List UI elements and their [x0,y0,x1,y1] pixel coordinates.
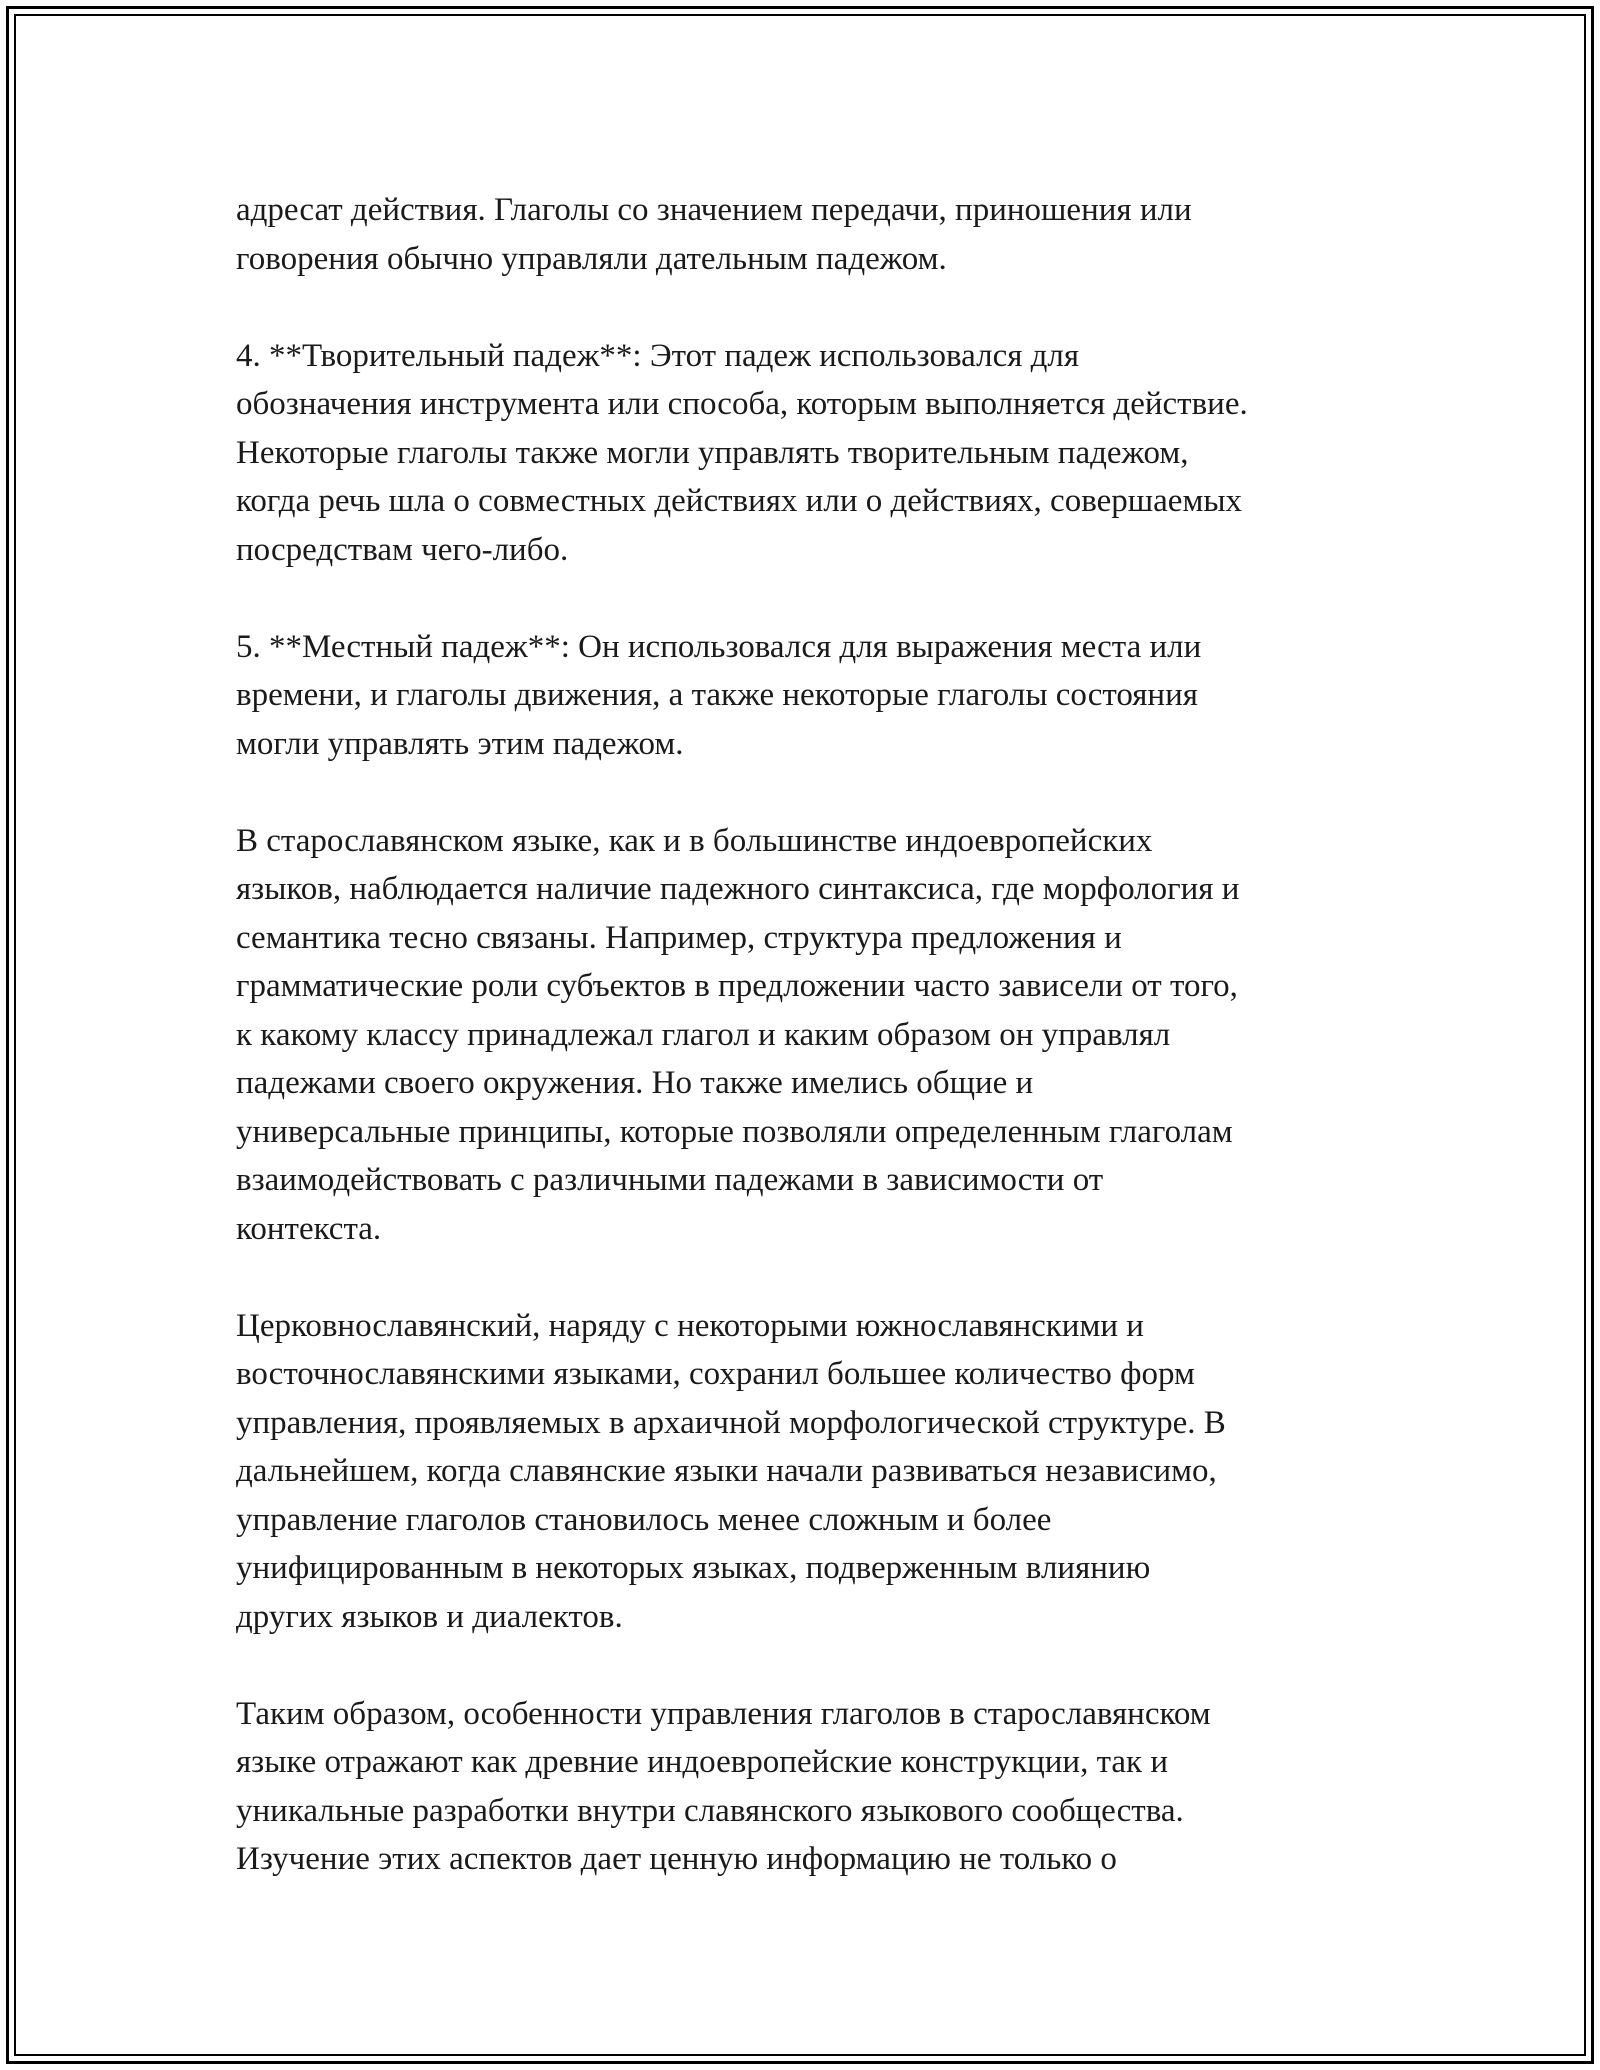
paragraph-conclusion [236,1690,1376,1884]
text-line: грамматические роли субъектов в предложении часто зависели от того, [236,968,1238,1004]
text-line: посредствам чего-либо. [236,531,569,568]
text-line: языке отражают как древние индоевропейские конструкции, так и [236,1744,1168,1780]
text-line: когда речь шла о совместных действиях или о действиях, совершаемых [236,483,1243,519]
text-line: языков, наблюдается наличие падежного синтаксиса, где морфология и [236,871,1240,907]
text-line: В старославянском языке, как и в большинстве индоевропейских [236,822,1153,859]
text-line: дальнейшем, когда славянские языки начали развиваться независимо, [236,1453,1217,1489]
text-line: уникальные разработки внутри славянского языкового сообщества. [236,1792,1184,1829]
text-line: других языков и диалектов. [236,1598,623,1635]
text-line: Изучение этих аспектов дает ценную информацию не только о [236,1841,1117,1877]
paragraph-case-syntax [236,817,1376,1254]
text-line: могли управлять этим падежом. [236,725,684,762]
text-line: управление глаголов становилось менее сложным и более [236,1501,1052,1538]
text-line: Церковнославянский, наряду с некоторыми южнославянскими и [236,1307,1144,1344]
text-line: унифицированным в некоторых языках, подверженным влиянию [236,1550,1151,1586]
text-line: 5. **Местный падеж**: Он использовался для выражения места или [236,628,1202,665]
text-line: говорения обычно управляли дательным падежом. [236,240,947,277]
text-line: времени, и глаголы движения, а также некоторые глаголы состояния [236,677,1198,713]
text-line: универсальные принципы, которые позволяли определенным глаголам [236,1113,1233,1150]
text-line: взаимодействовать с различными падежами в зависимости от [236,1162,1104,1198]
text-line: семантика тесно связаны. Например, структура предложения и [236,919,1122,956]
text-line: управления, проявляемых в архаичной морфологической структуре. В [236,1404,1226,1441]
paragraph-instrumental-case [236,332,1376,575]
text-line: Некоторые глаголы также могли управлять творительным падежом, [236,434,1189,471]
text-line: 4. **Творительный падеж**: Этот падеж использовался для [236,337,1080,374]
text-line: контекста. [236,1210,382,1247]
paragraph-dative-continuation [236,186,1376,283]
text-line: падежами своего окружения. Но также имелись общие и [236,1065,1034,1101]
document-body [236,186,1376,1932]
paragraph-church-slavonic [236,1302,1376,1642]
text-line: к какому классу принадлежал глагол и каким образом он управлял [236,1016,1171,1053]
text-line: восточнославянскими языками, сохранил большее количество форм [236,1356,1195,1392]
paragraph-locative-case [236,623,1376,769]
text-line: обозначения инструмента или способа, которым выполняется действие. [236,386,1248,422]
text-line: адресат действия. Глаголы со значением передачи, приношения или [236,192,1192,228]
text-line: Таким образом, особенности управления глаголов в старославянском [236,1695,1211,1732]
